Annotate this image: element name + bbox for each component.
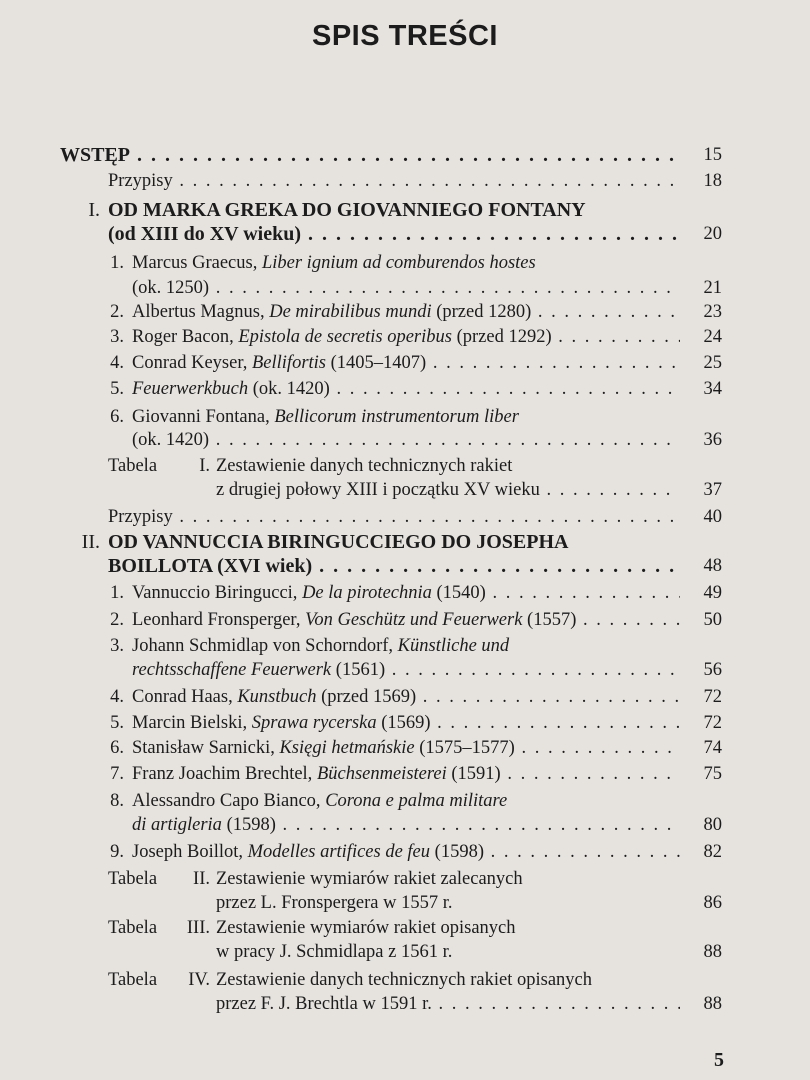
chapter-title-line2: BOILLOTA (XVI wiek) . . . <box>108 553 680 579</box>
entry-number: 2. <box>110 302 124 322</box>
entry-title <box>132 607 680 633</box>
entry-date: (1405–1407) <box>326 353 427 373</box>
table-label: Tabela <box>108 869 158 889</box>
entry-page: 72 <box>703 687 722 707</box>
work-title: Epistola de secretis operibus <box>238 327 452 347</box>
entry-title <box>132 839 680 865</box>
entry-title <box>132 710 680 736</box>
work-title: di artigleria <box>132 815 222 835</box>
entry-title: Przypisy . . . <box>108 168 680 194</box>
toc-entry <box>0 324 810 350</box>
work-title: Kunstbuch <box>237 687 317 707</box>
entry-page: 37 <box>703 480 722 500</box>
toc-entry <box>0 350 810 376</box>
entry-title <box>132 735 680 761</box>
entry-title <box>132 324 680 350</box>
author: Stanisław Sarnicki, <box>132 738 280 758</box>
author: Alessandro Capo Bianco, <box>132 791 326 811</box>
author: Giovanni Fontana, <box>132 407 275 427</box>
author: Johann Schmidlap von Schorndorf, <box>132 636 398 656</box>
entry-date: (ok. 1420) . . . <box>132 427 680 453</box>
entry-page: 18 <box>703 171 722 191</box>
toc-entry <box>0 710 810 736</box>
toc-entry <box>0 376 810 402</box>
entry-title <box>132 788 507 814</box>
entry-number: 4. <box>110 353 124 373</box>
entry-number: 3. <box>110 327 124 347</box>
work-title: Księgi hetmańskie <box>279 738 415 758</box>
toc-entry <box>0 633 810 659</box>
author: Albertus Magnus, <box>132 302 270 322</box>
table-title-line2: z drugiej połowy XIII i początku XV wieku . . . <box>216 477 680 503</box>
entry-date: (ok. 1420) <box>248 379 330 399</box>
entry-date: (ok. 1250) . . . <box>132 275 680 301</box>
table-label: Tabela <box>108 970 158 990</box>
entry-page: 50 <box>703 610 722 630</box>
toc-entry <box>0 735 810 761</box>
entry-date: (1598) <box>430 842 484 862</box>
toc-entry <box>0 839 810 865</box>
table-label: Tabela <box>108 456 158 476</box>
toc-entry-notes <box>0 168 810 194</box>
toc-table-entry-cont <box>0 477 810 503</box>
toc-entry-wstep <box>0 142 810 168</box>
toc-table-entry <box>0 453 810 479</box>
entry-page: 48 <box>703 556 722 576</box>
author: Conrad Haas, <box>132 687 238 707</box>
chapter-number: I. <box>88 199 100 221</box>
entry-title: WSTĘP . . . <box>60 142 680 168</box>
table-title-line2: przez L. Fronspergera w 1557 r. <box>216 893 453 913</box>
table-title-line2: w pracy J. Schmidlapa z 1561 r. <box>216 942 453 962</box>
toc-entry <box>0 250 810 276</box>
work-title: Künstliche und <box>397 636 510 656</box>
entry-date: (przed 1280) <box>431 302 532 322</box>
entry-date: (1561) <box>331 660 386 680</box>
entry-date: (przed 1292) <box>451 327 552 347</box>
entry-date: (przed 1569) <box>316 687 417 707</box>
entry-number: 6. <box>110 738 124 758</box>
work-title: Von Geschütz und Feuerwerk <box>305 610 523 630</box>
work-title: Modelles artifices de feu <box>247 842 431 862</box>
entry-number: 2. <box>110 610 124 630</box>
chapter-heading <box>0 197 810 223</box>
toc-table-entry-cont <box>0 939 810 965</box>
entry-page: 23 <box>703 302 722 322</box>
entry-date: (1591) <box>446 764 501 784</box>
toc-entry <box>0 684 810 710</box>
toc-entry <box>0 299 810 325</box>
entry-page: 88 <box>703 994 722 1014</box>
table-number: III. <box>186 918 210 938</box>
toc-entry-cont <box>0 657 810 683</box>
table-title-line2: przez F. J. Brechtla w 1591 r. . . . <box>216 991 680 1017</box>
chapter-heading-cont <box>0 221 810 247</box>
entry-title-cont <box>132 657 680 683</box>
entry-number: 3. <box>110 636 124 656</box>
toc-entry <box>0 788 810 814</box>
entry-date: (1557) <box>522 610 577 630</box>
table-label: Tabela <box>108 918 158 938</box>
chapter-heading <box>0 529 810 555</box>
entry-page: 34 <box>703 379 722 399</box>
toc-table-entry-cont <box>0 890 810 916</box>
table-title-line1: Zestawienie wymiarów rakiet opisanych <box>216 918 516 938</box>
entry-page: 74 <box>703 738 722 758</box>
entry-title <box>132 250 536 276</box>
entry-title <box>132 633 509 659</box>
toc-entry-cont <box>0 812 810 838</box>
entry-page: 21 <box>703 278 722 298</box>
author: Roger Bacon, <box>132 327 239 347</box>
entry-number: 8. <box>110 791 124 811</box>
work-title: Bellifortis <box>252 353 326 373</box>
table-title-line1: Zestawienie danych technicznych rakiet <box>216 456 513 476</box>
entry-date: (1575–1577) <box>414 738 515 758</box>
entry-page: 36 <box>703 430 722 450</box>
toc-entry <box>0 580 810 606</box>
entry-page: 49 <box>703 583 722 603</box>
chapter-title-line2: (od XIII do XV wieku) . . . <box>108 221 680 247</box>
entry-number: 5. <box>110 379 124 399</box>
chapter-title-line1: OD MARKA GREKA DO GIOVANNIEGO FONTANY <box>108 199 586 221</box>
entry-page: 80 <box>703 815 722 835</box>
entry-number: 7. <box>110 764 124 784</box>
entry-page: 15 <box>703 145 722 165</box>
page-number: 5 <box>714 1049 724 1071</box>
entry-page: 72 <box>703 713 722 733</box>
toc-entry-cont <box>0 427 810 453</box>
author: Conrad Keyser, <box>132 353 252 373</box>
entry-number: 4. <box>110 687 124 707</box>
table-title-line1: Zestawienie wymiarów rakiet zalecanych <box>216 869 523 889</box>
work-title: Feuerwerkbuch <box>132 379 249 399</box>
entry-page: 20 <box>703 224 722 244</box>
entry-title-cont <box>132 812 680 838</box>
entry-page: 25 <box>703 353 722 373</box>
toc-entry-notes <box>0 504 810 530</box>
table-number: I. <box>199 456 210 476</box>
work-title: Liber ignium ad comburendos hostes <box>261 253 536 273</box>
entry-page: 75 <box>703 764 722 784</box>
work-title: Büchsenmeisterei <box>316 764 447 784</box>
entry-title <box>132 761 680 787</box>
table-number: II. <box>193 869 210 889</box>
entry-page: 88 <box>703 942 722 962</box>
entry-number: 6. <box>110 407 124 427</box>
entry-page: 24 <box>703 327 722 347</box>
author: Marcus Graecus, <box>132 253 262 273</box>
chapter-title-line1: OD VANNUCCIA BIRINGUCCIEGO DO JOSEPHA <box>108 531 569 553</box>
entry-title <box>132 376 680 402</box>
toc-entry <box>0 761 810 787</box>
chapter-heading-cont <box>0 553 810 579</box>
author: Franz Joachim Brechtel, <box>132 764 317 784</box>
toc-table-entry <box>0 866 810 892</box>
entry-number: 1. <box>110 253 124 273</box>
entry-number: 5. <box>110 713 124 733</box>
toc-entry-cont <box>0 275 810 301</box>
entry-title: Przypisy . . . <box>108 504 680 530</box>
entry-number: 9. <box>110 842 124 862</box>
toc-entry <box>0 607 810 633</box>
entry-title <box>132 684 680 710</box>
entry-date: (1540) <box>431 583 486 603</box>
entry-title <box>132 580 680 606</box>
author: Vannuccio Biringucci, <box>132 583 303 603</box>
entry-page: 86 <box>703 893 722 913</box>
entry-page: 40 <box>703 507 722 527</box>
work-title: rechtsschaffene Feuerwerk <box>132 660 332 680</box>
author: Marcin Bielski, <box>132 713 252 733</box>
work-title: Bellicorum instrumentorum liber <box>274 407 519 427</box>
toc-table-entry <box>0 967 810 993</box>
work-title: Sprawa rycerska <box>251 713 377 733</box>
author: Joseph Boillot, <box>132 842 248 862</box>
toc-title: SPIS TREŚCI <box>312 20 498 52</box>
entry-number: 1. <box>110 583 124 603</box>
table-title-line1: Zestawienie danych technicznych rakiet opisanych <box>216 970 593 990</box>
author: Leonhard Fronsperger, <box>132 610 306 630</box>
work-title: De mirabilibus mundi <box>269 302 432 322</box>
entry-date: (1598) <box>221 815 276 835</box>
toc-table-entry <box>0 915 810 941</box>
work-title: De la pirotechnia <box>302 583 432 603</box>
table-number: IV. <box>188 970 210 990</box>
entry-page: 56 <box>703 660 722 680</box>
toc-table-entry-cont <box>0 991 810 1017</box>
entry-title <box>132 299 680 325</box>
chapter-number: II. <box>81 531 100 553</box>
entry-title <box>132 350 680 376</box>
entry-page: 82 <box>703 842 722 862</box>
work-title: Corona e palma militare <box>325 791 508 811</box>
entry-date: (1569) <box>376 713 431 733</box>
